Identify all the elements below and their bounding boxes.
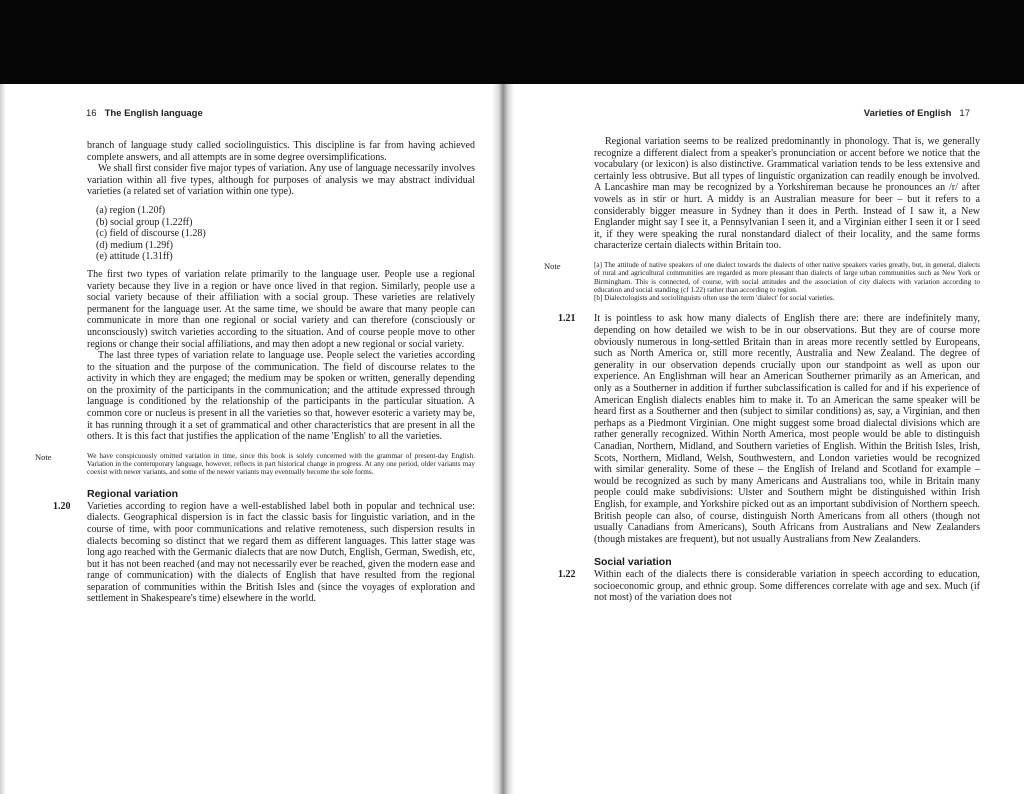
left-paragraph-4: The last three types of variation relate to language use. People select the varieties according to the situation and the purpose of the communication. The field of discourse relates to the activity in which they are engaged; the medium may be spoken or written, generally depending on the proximity of the participants in the communication; and the attitude expressed through language is conditioned by the relationship of the participants in the particular situation. A common core or nucleus is present in all the varieties so that, however esoteric a variety may be, it has running through it a set of grammatical and other characteristics that are present in all the others. It is this fact that justifies the application of the name 'English' to all the varieties. (87, 350, 475, 443)
list-item: (c) field of discourse (1.28) (96, 228, 206, 240)
section-1-21-text: It is pointless to ask how many dialects of English there are: there are indefinitely many, depending on how detailed we wish to be in our observations. But they are of course more obviously numerous in long-settled Britain than in areas more recently settled by Europeans, such as North America or, still more recently, Australia and New Zealand. The degree of generality in our observation depends crucially upon our standpoint as well as upon our experience. An Englishman will hear an American Southerner primarily as an American, and only as a Southerner in addition if further subclassification is called for and if his experience of American English dialects enables him to make it. To an American the same speaker will be heard first as a Southerner and then (subject to similar conditions) as, say, a Virginian, and then perhaps as a Piedmont Virginian. One might suggest some broad dialectal divisions which are rather generally recognized. Within North America, most people would be able to distinguish Canadian, Northern, Midland, and Southern varieties of English. Within the British Isles, Irish, Scots, Northern, Midland, Welsh, Southwestern, and London varieties would be recognized with similar generality. Some of these – the English of Ireland and Scotland for example – would be recognized as such by many Americans and Australians too, while in Britain many people could make subdivisions: Ulster and Southern might be distinguished within Irish English, for example, and Yorkshire picked out as an important subdivision of Northern speech. British people can also, of course, distinguish North Americans from all others (though not usually Canadians from Americans), South Africans from Australians and New Zealanders (though mistakes are frequent), but not usually Australians from New Zealanders. (594, 313, 980, 545)
note-label: Note (35, 451, 52, 462)
left-paragraph-2: We shall first consider five major types of variation. Any use of language necessarily involves variation within all five types, although for purposes of analysis we may abstract individual varieties (a related set of variation within one type). (87, 163, 475, 198)
list-item: (a) region (1.20f) (96, 204, 166, 216)
note-label: Note (544, 260, 561, 271)
note-b-text: [b] Dialectologists and sociolinguists often use the term 'dialect' for social varieties. (594, 294, 835, 303)
right-page (514, 84, 1024, 794)
section-heading-social: Social variation (594, 556, 672, 569)
section-number: 1.22 (558, 569, 576, 581)
section-number: 1.21 (558, 313, 576, 325)
section-1-20 (53, 500, 475, 605)
note-a-text: [a] The attitude of native speakers of one dialect towards the dialects of other native speakers varies greatly, but, in general, dialects of rural and agricultural communities are regarded as more pleasant than dialects of large urban communities such as New York or Birmingham. This is connected, of course, with social attitudes and the association of city dialects with variation according to education and social standing (cf 1.22) rather than according to region. (594, 260, 980, 294)
section-1-20-text: Varieties according to region have a well-established label both in popular and technical use: dialects. Geographical dispersion is in fact the classic basis for linguistic variation, and in the course of time, with poor communications and relative remoteness, such dispersion results in dialects becoming so distinct that we regard them as different languages. This latter stage was long ago reached with the Germanic dialects that are now Dutch, English, German, Swedish, etc, but it has not been reached (and may not necessarily ever be reached, given the modern ease and range of communication) with the dialects of English that have resulted from the regional separation of communities within the British Isles and (since the voyages of exploration and settlement in Shakespeare's time) elsewhere in the world. (87, 500, 475, 605)
left-running-head (78, 108, 203, 119)
left-page-number: 16 (86, 108, 97, 119)
variation-types-list (96, 205, 475, 263)
left-text-column (35, 140, 475, 605)
note-text: We have conspicuously omitted variation in time, since this book is solely concerned with the grammar of present-day English. Variation in the contemporary language, however, reflects in part historical change in progress. At any one period, older variants may coexist with newer variants, and some of the newer variants may eventually become the sole forms. (87, 451, 475, 477)
section-1-21 (558, 313, 980, 545)
book-gutter (492, 84, 514, 794)
list-item: (d) medium (1.29f) (96, 239, 173, 251)
left-paragraph-3: The first two types of variation relate primarily to the language user. People use a regional variety because they live in a region or have once lived in that region. Similarly, people use a social variety because of their affiliation with a social group. These varieties are relatively permanent for the language user. At the same time, we should be aware that many people can communicate in more than one regional or social variety and can therefore (consciously or unconsciously) switch varieties according to the situation. And of course people move to other regions or change their social affiliations, and may then adopt a new regional or social variety. (87, 268, 475, 350)
right-running-title: Varieties of English (863, 108, 952, 119)
left-note (35, 451, 475, 477)
list-item: (b) social group (1.22ff) (96, 216, 193, 228)
left-running-title: The English language (104, 108, 203, 119)
scan-top-border (0, 0, 1024, 84)
section-1-22-text: Within each of the dialects there is considerable variation in speech according to education, socioeconomic group, and ethnic group. Some differences correlate with age and sex. Much (if not most) of the variation does not (594, 569, 980, 604)
section-heading-regional: Regional variation (87, 487, 179, 500)
section-number: 1.20 (53, 500, 71, 512)
right-paragraph-1: Regional variation seems to be realized predominantly in phonology. That is, we generally recognize a different dialect from a speaker's pronunciation or accent before we notice that the vocabulary (or lexicon) is also distinctive. Grammatical variation tends to be less extensive and certainly less obtrusive. But all types of linguistic organization can readily enough be involved. A Lancashire man may be recognized by a Yorkshireman because he pronounces an /r/ after vowels as in stir or hurt. A middy is an Australian measure for beer – but it refers to a considerably bigger measure in Sydney than it does in Perth. Instead of I saw it, a New Englander might say I see it, a Pennsylvanian I seen it, and a Virginian either I seen it or I seed it, if they were speaking the rural nonstandard dialect of their locality, and the same forms characterize certain dialects within Britain too. (594, 136, 980, 252)
right-text-column (544, 136, 980, 604)
right-running-head (864, 108, 978, 119)
list-item: (e) attitude (1.31ff) (96, 251, 173, 263)
right-note (544, 260, 980, 303)
left-paragraph-1: branch of language study called sociolinguistics. This discipline is far from having achieved complete answers, and all attempts are in some degree oversimplifications. (87, 140, 475, 163)
left-page (0, 84, 492, 794)
right-page-number: 17 (959, 108, 970, 119)
section-1-22 (558, 569, 980, 604)
